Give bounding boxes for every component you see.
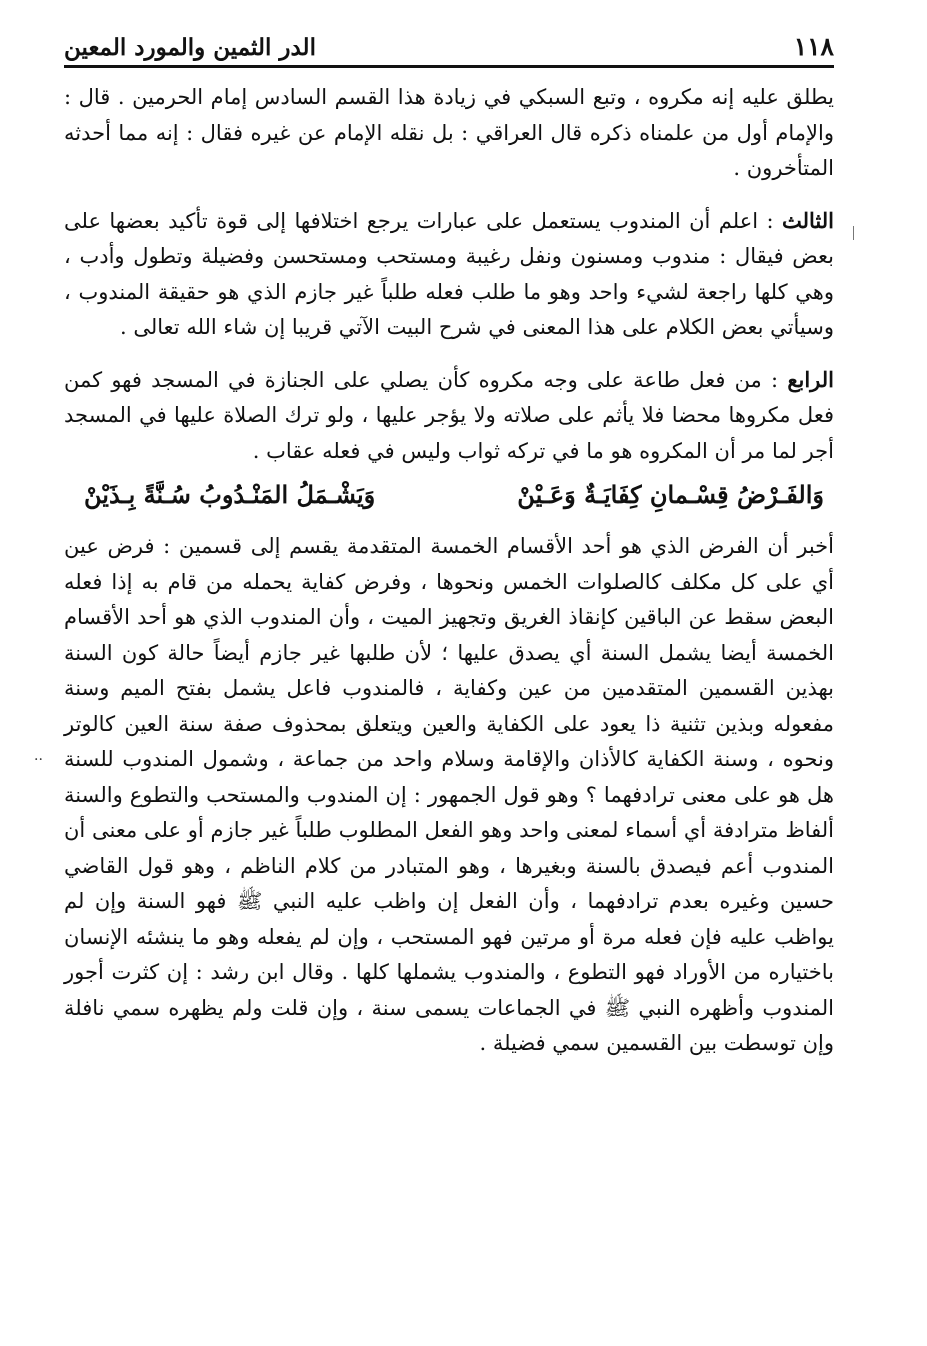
third-term: الثالث [782,207,834,233]
continuation-text: يطلق عليه إنه مكروه ، وتبع السبكي في زيادة هذا القسم السادس إمام الحرمين . قال : والإمام أول من علمناه ذكره قال العراقي : بل نقله الإمام عن غيره فقال : إنه مما أحدثه المتأخرون . [64,85,834,180]
margin-mark [853,226,854,240]
third-paragraph [64,203,834,346]
verse-second-hemistich: وَيَشْـمَلُ المَنْـدُوبُ سُـنَّةً بِـذَيْنْ [84,480,376,509]
fourth-paragraph [64,362,834,470]
fourth-text: : من فعل طاعة على وجه مكروه كأن يصلي على الجنازة في المسجد فهو كمن فعل مكروها محضا فلا يأثم على صلاته ولا يؤجر عليها ، ولو ترك الصلاة عليها في المسجد أجر لما مر أن المكروه هو ما في تركه ثواب وليس في فعله عقاب . [64,367,834,463]
commentary-paragraph [64,529,834,1062]
paragraph-gap [64,187,834,203]
paragraph-gap [64,346,834,362]
third-text: : اعلم أن المندوب يستعمل على عبارات يرجع اختلافها إلى قوة تأكيد بعضها على بعض فيقال : مندوب ومسنون ونفل رغيبة ومستحب ومستحسن وفضيلة وتطول وأدب ، وهي كلها راجعة لشيء واحد وهو ما طلب فعله طلباً غير جازم الذي هو حقيقة المندوب ، وسيأتي بعض الكلام على هذا المعنى في شرح البيت الآتي قريبا إن شاء الله تعالى . [64,208,834,339]
page-header [64,26,834,68]
page-body [64,80,834,1062]
fourth-term: الرابع [787,366,834,392]
page-number: ١١٨ [793,32,834,61]
verse-line [84,475,824,515]
margin-dots: .. [34,748,43,764]
verse-first-hemistich: وَالفَـرْضُ قِسْـمانِ كِفَايَـةٌ وَعَـيْنْ [517,480,824,509]
commentary-text: أخبر أن الفرض الذي هو أحد الأقسام الخمسة المتقدمة يقسم إلى قسمين : فرض عين أي على كل مكلف كالصلوات الخمس ونحوها ، وفرض كفاية يحمله من قام به إذا فعله البعض سقط عن الباقين كإنقاذ الغريق وتجهيز الميت ، وأن المندوب الذي هو أحد الأقسام الخمسة أيضا يشمل السنة أي يصدق عليها ؛ لأن طلبها غير جازم أيضاً حالة كون السنة بهذين القسمين المتقدمين من عين وكفاية ، فالمندوب فاعل يشمل بفتح الميم وسنة مفعوله وبذين تثنية ذا يعود على الكفاية والعين ويتعلق بمحذوف صفة سنة العين كالوتر ونحوه ، وسنة الكفاية كالأذان والإقامة وسلام واحد من جماعة ، وشمول المندوب للسنة هل هو على معنى ترادفهما ؟ وهو قول الجمهور : إن المندوب والمستحب والتطوع والسنة ألفاظ مترادفة أي أسماء لمعنى واحد وهو الفعل المطلوب طلباً غير جازم أو على معنى أن المندوب أعم فيصدق بالسنة وبغيرها ، وهو المتبادر من كلام الناظم ، وهو قول القاضي حسين وغيره بعدم ترادفهما ، وأن الفعل إن واظب عليه النبي ﷺ فهو السنة وإن لم يواظب عليه فإن فعله مرة أو مرتين فهو المستحب ، وإن لم يفعله وهو ما ينشئه الإنسان باختياره من الأوراد فهو التطوع ، والمندوب يشملها كلها . وقال ابن رشد : إن كثرت أجور المندوب وأظهره النبي ﷺ في الجماعات يسمى سنة ، وإن قلت ولم يظهره سمي نافلة وإن توسطت بين القسمين سمي فضيلة . [64,534,834,1055]
continuation-paragraph [64,80,834,187]
running-title: الدر الثمين والمورد المعين [64,34,316,61]
